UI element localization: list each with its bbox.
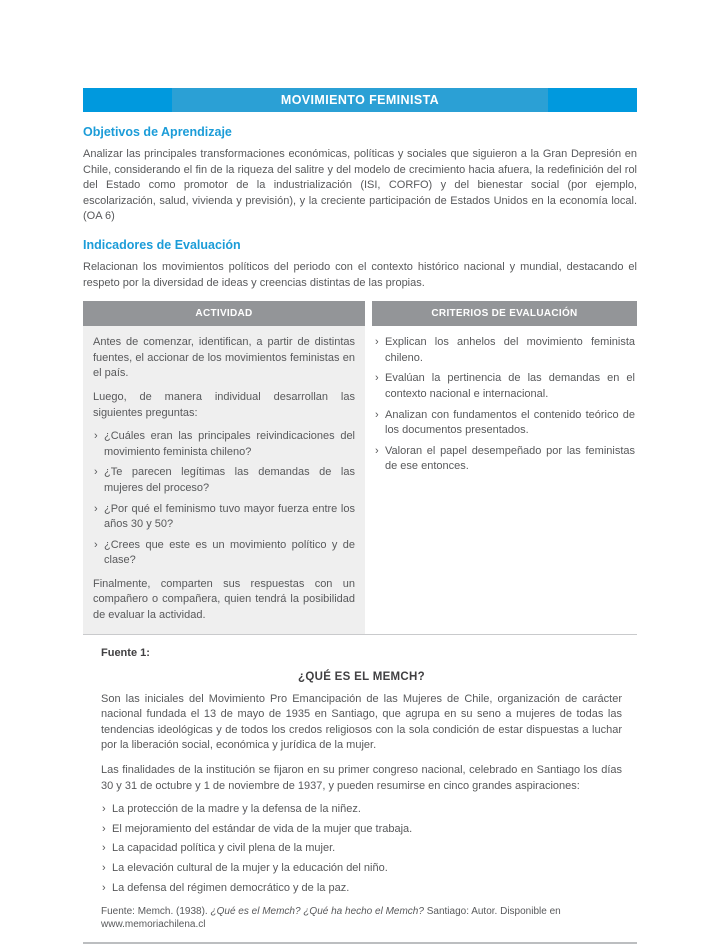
actividad-cell	[83, 326, 365, 634]
titlebar-right-cap	[548, 88, 637, 112]
actividad-pregunta: › ¿Crees que este es un movimiento político y de clase?	[93, 538, 355, 569]
objetivos-heading: Objetivos de Aprendizaje	[83, 125, 232, 139]
fuente-section	[101, 647, 622, 932]
activity-table	[83, 301, 637, 634]
actividad-luego: Luego, de manera individual desarrollan las siguientes preguntas:	[93, 390, 355, 419]
aspiraciones-list	[101, 802, 622, 896]
actividad-intro: Antes de comenzar, identifican, a partir de distintas fuentes, el accionar de los movimientos feministas en el país.	[93, 336, 355, 380]
criterio-item: › Explican los anhelos del movimiento feminista chileno.	[374, 335, 635, 366]
fuente-title: ¿QUÉ ES EL MEMCH?	[298, 670, 425, 683]
titlebar-left-cap	[83, 88, 172, 112]
fuente-label: Fuente 1:	[101, 646, 150, 659]
actividad-pregunta: › ¿Te parecen legítimas las demandas de las mujeres del proceso?	[93, 465, 355, 496]
aspiracion-item: › El mejoramiento del estándar de vida de la mujer que trabaja.	[101, 822, 622, 838]
page-title: MOVIMIENTO FEMINISTA	[280, 93, 440, 107]
aspiracion-item: › La capacidad política y civil plena de la mujer.	[101, 841, 622, 857]
aspiracion-item: › La protección de la madre y la defensa de la niñez.	[101, 802, 622, 818]
actividad-pregunta: › ¿Por qué el feminismo tuvo mayor fuerza entre los años 30 y 50?	[93, 502, 355, 533]
criterios-cell	[372, 326, 637, 634]
criterio-item: › Analizan con fundamentos el contenido teórico de los documentos presentados.	[374, 408, 635, 439]
citation-prefix: Fuente: Memch. (1938).	[101, 906, 211, 918]
citation	[101, 905, 622, 931]
objetivos-text: Analizar las principales transformaciones económicas, políticas y sociales que siguieron a la Gran Depresión en Chile, considerando el fin de la riqueza del salitre y del modelo de crecimiento hacia afuera, la redefinición del rol del Estado como promotor de la industrialización (ISI, CORFO) y del bienestar social (por ejemplo, escolarización, salud, vivienda y previsión), y la creciente participación de Estados Unidos en la economía local. (OA 6)	[83, 148, 637, 223]
column-header-actividad: ACTIVIDAD	[83, 301, 365, 326]
fuente-paragraph-2: Las finalidades de la institución se fijaron en su primer congreso nacional, celebrado en Santiago los días 30 y 31 de octubre y 1 de noviembre de 1937, y pueden resumirse en cinco grandes aspiraciones:	[101, 764, 622, 792]
indicadores-text: Relacionan los movimientos políticos del periodo con el contexto histórico nacional y mundial, destacando el respeto por la diversidad de ideas y creencias distintas de las propias.	[83, 260, 637, 289]
indicadores-heading: Indicadores de Evaluación	[83, 237, 241, 252]
aspiracion-item: › La elevación cultural de la mujer y la educación del niño.	[101, 861, 622, 877]
citation-suffix: Santiago: Autor. Disponible en www.memoriachilena.cl	[101, 906, 561, 931]
column-header-criterios: CRITERIOS DE EVALUACIÓN	[372, 301, 637, 326]
title-bar	[83, 88, 637, 112]
actividad-pregunta: › ¿Cuáles eran las principales reivindicaciones del movimiento feminista chileno?	[93, 429, 355, 460]
table-bottom-rule	[83, 634, 637, 635]
criterio-item: › Valoran el papel desempeñado por las feministas de ese entonces.	[374, 444, 635, 475]
citation-work-title: ¿Qué es el Memch? ¿Qué ha hecho el Memch?	[210, 906, 424, 918]
fuente-paragraph-1: Son las iniciales del Movimiento Pro Emancipación de las Mujeres de Chile, organización de carácter nacional fundada el 13 de mayo de 1935 en Santiago, que agrupa en su seno a mujeres de todas las tendencias ideológicas y de todos los credos religiosos con la sola condición de estar dispuestas a luchar por la liberación social, económica y jurídica de la mujer.	[101, 692, 622, 752]
actividad-cierre: Finalmente, comparten sus respuestas con un compañero o compañera, quien tendrá la posibilidad de evaluar la actividad.	[93, 577, 355, 622]
criterio-item: › Evalúan la pertinencia de las demandas en el contexto nacional e internacional.	[374, 371, 635, 402]
aspiracion-item: › La defensa del régimen democrático y de la paz.	[101, 881, 622, 897]
